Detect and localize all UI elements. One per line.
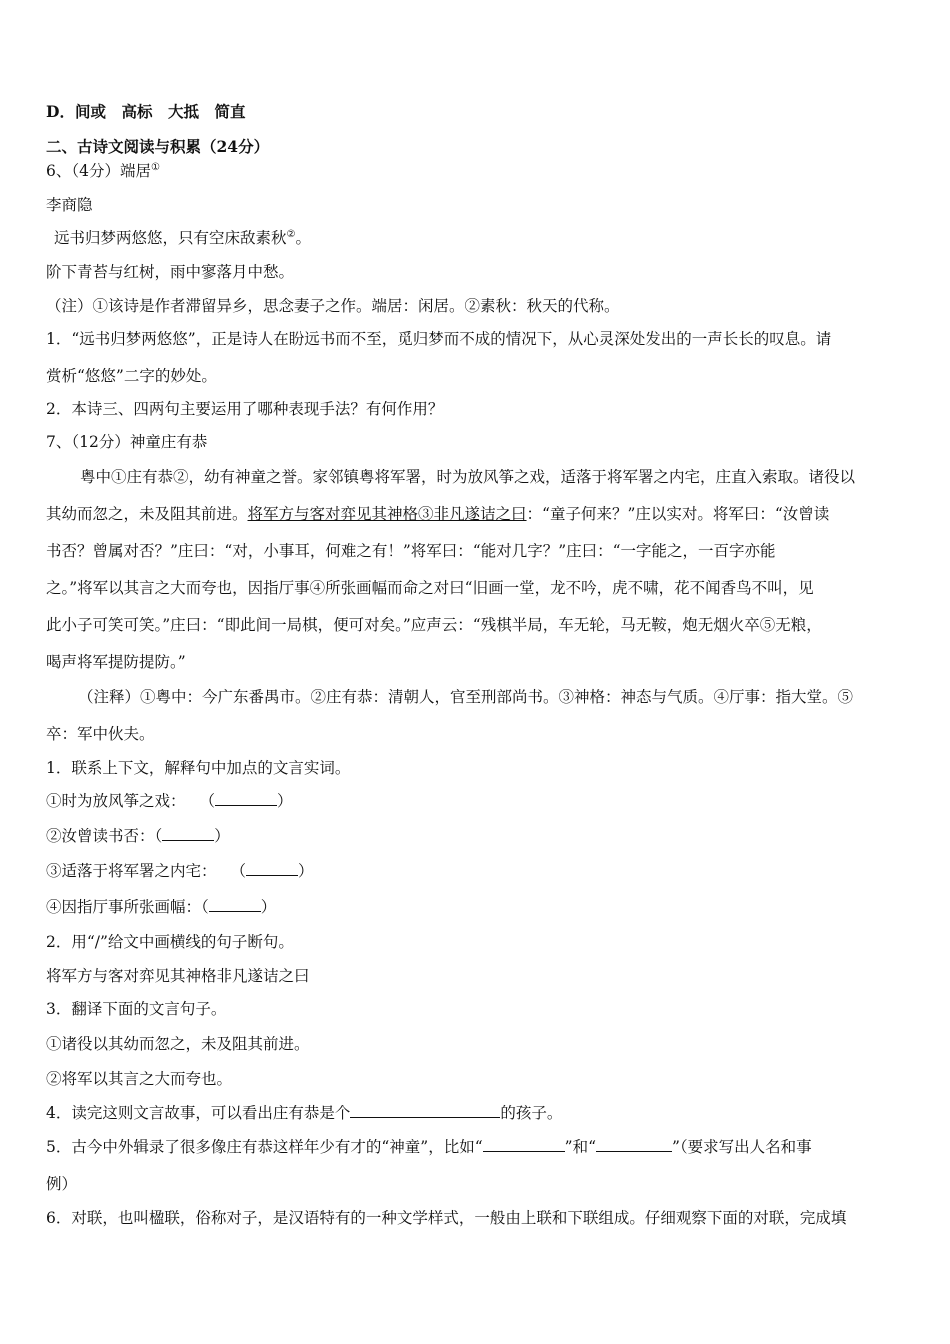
passage-line-4: 之。”将军以其言之大而夸也，因指厅事④所张画幅而命之对曰“旧画一堂，龙不吟，虎不啸，花不闻香鸟不叫，见 [46,579,814,597]
word-item-3: ③适落于将军署之内宅： （ ） [46,862,314,880]
q7-5-line-1: 5．古今中外辑录了很多像庄有恭这样年少有才的“神童”，比如“ ”和“ ”（要求写出人名和事 [46,1138,812,1156]
answer-blank[interactable] [209,897,261,912]
poem-line-2: 阶下青苔与红树，雨中寥落月中愁。 [46,263,295,281]
translate-item-1: ①诸役以其幼而忽之，未及阻其前进。 [46,1035,310,1053]
q7-3: 3．翻译下面的文言句子。 [46,1000,227,1018]
q7-6: 6．对联，也叫楹联，俗称对子，是汉语特有的一种文学样式，一般由上联和下联组成。仔细观察下面的对联，完成填 [46,1209,847,1227]
passage-line-5: 此小子可笑可笑。”庄曰：“即此间一局棋，便可对矣。”应声云：“残棋半局，车无轮，马无鞍，炮无烟火卒⑤无粮， [46,616,822,634]
q6-2: 2．本诗三、四两句主要运用了哪种表现手法？有何作用？ [46,400,444,418]
passage-line-3: 书否？曾属对否？”庄曰：“对，小事耳，何难之有！”将军曰：“能对几字？”庄曰：“一字能之，一百字亦能 [46,542,776,560]
q6-1-line-2: 赏析“悠悠”二字的妙处。 [46,367,217,385]
passage-line-2: 其幼而忽之，未及阻其前进。将军方与客对弈见其神格③非凡遂诘之曰：“童子何来？”庄以实对。将军曰：“汝曾读 [46,505,830,523]
q7-2: 2．用“/”给文中画横线的句子断句。 [46,933,294,951]
underlined-sentence: 将军方与客对弈见其神格③非凡遂诘之曰 [247,505,527,523]
poem-note: （注）①该诗是作者滞留异乡，思念妻子之作。端居：闲居。②素秋：秋天的代称。 [46,297,620,315]
passage-line-1: 粤中①庄有恭②，幼有神童之誉。家邻镇粤将军署，时为放风筝之戏，适落于将军署之内宅，庄直入索取。诸役以 [80,468,856,486]
question-6-title: 6、（4分）端居① [46,161,160,180]
section-2-heading: 二、古诗文阅读与积累（24分） [46,137,270,156]
translate-item-2: ②将军以其言之大而夸也。 [46,1070,233,1088]
annotation-line-2: 卒：军中伙夫。 [46,725,155,743]
question-7-title: 7、（12分）神童庄有恭 [46,433,208,451]
answer-blank[interactable] [483,1137,565,1152]
annotation-line-1: （注释）①粤中：今广东番禺市。②庄有恭：清朝人，官至刑部尚书。③神格：神态与气质。④厅事：指大堂。⑤ [78,688,854,706]
answer-blank[interactable] [350,1103,500,1118]
q7-2-sentence: 将军方与客对弈见其神格非凡遂诘之曰 [46,967,310,985]
poem-line-1: 远书归梦两悠悠，只有空床敌素秋②。 [54,228,311,247]
q7-1: 1．联系上下文，解释句中加点的文言实词。 [46,759,351,777]
word-item-4: ④因指厅事所张画幅：（ ） [46,898,277,916]
q7-4: 4．读完这则文言故事，可以看出庄有恭是个 的孩子。 [46,1104,563,1122]
answer-blank[interactable] [215,791,277,806]
word-item-2: ②汝曾读书否：（ ） [46,827,230,845]
q6-1-line-1: 1．“远书归梦两悠悠”，正是诗人在盼远书而不至，觅归梦而不成的情况下，从心灵深处发出的一声长长的叹息。请 [46,330,832,348]
answer-blank[interactable] [162,826,214,841]
answer-blank[interactable] [246,861,298,876]
option-d: D．间或 高标 大抵 简直 [46,102,246,121]
poem-author: 李商隐 [46,196,93,214]
q7-5-line-2: 例） [46,1175,78,1193]
passage-line-6: 喝声将军提防提防。” [46,653,186,671]
answer-blank[interactable] [596,1137,672,1152]
word-item-1: ①时为放风筝之戏： （ ） [46,792,293,810]
